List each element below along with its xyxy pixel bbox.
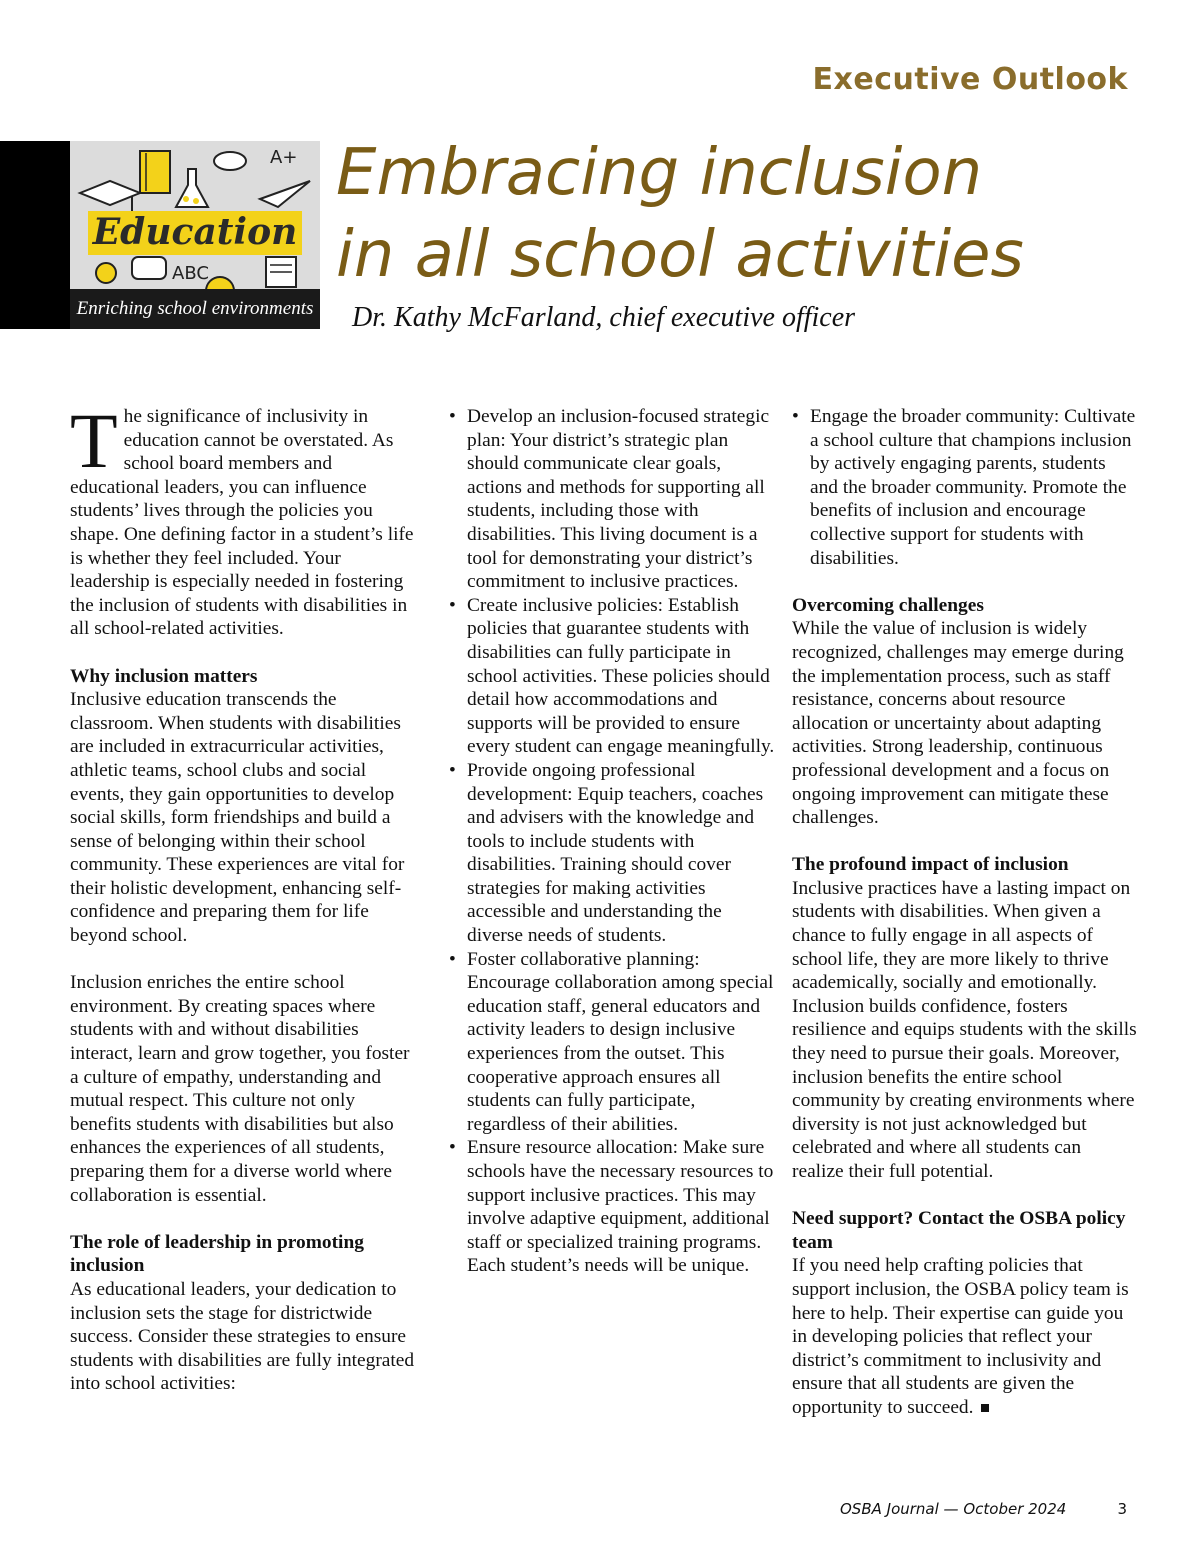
strategy-list <box>431 405 776 1278</box>
footer-journal: OSBA Journal — October 2024 <box>840 1500 1067 1518</box>
decorative-bar <box>0 141 70 329</box>
list-item: • Engage the broader community: Cultivate a school culture that champions inclusion by actively engaging parents, students and the broader community. Promote the benefits of inclusion and encourage collective support for students with disabilities. <box>774 405 1137 570</box>
banner-word: Education <box>92 211 298 253</box>
section-label: Executive Outlook <box>812 62 1128 97</box>
intro-paragraph <box>70 397 415 641</box>
list-item: • Develop an inclusion-focused strategic plan: Your district’s strategic plan should communicate clear goals, actions and methods for supporting all students, including those with disabilities. This living document is a tool for demonstrating your district’s commitment to inclusive practices. <box>431 405 776 594</box>
list-item: • Ensure resource allocation: Make sure schools have the necessary resources to support inclusive practices. This may involve adaptive equipment, additional staff or specialized training programs. Each student’s needs will be unique. <box>431 1136 776 1278</box>
article-column-3 <box>792 405 1137 1420</box>
paragraph-role: As educational leaders, your dedication to inclusion sets the stage for districtwide success. Consider these strategies to ensure students with disabilities are fully integrated into school activities: <box>70 1278 415 1395</box>
education-banner-image <box>70 141 320 329</box>
list-item: • Provide ongoing professional development: Equip teachers, coaches and advisers with the knowledge and tools to include students with disabilities. Training should cover strategies for making activities accessible and understanding the diverse needs of students. <box>431 759 776 948</box>
heading-why-inclusion: Why inclusion matters <box>70 665 258 687</box>
heading-need-support: Need support? Contact the OSBA policy team <box>792 1208 1126 1253</box>
intro-text: he significance of inclusivity in education cannot be overstated. As school board members and educational leaders, you can influence students’ lives through the policies you shape. One defining factor in a student’s life is whether they feel included. Your leadership is especially needed in fostering the inclusion of students with disabilities in all school-related activities. <box>70 406 414 640</box>
article-column-1 <box>70 397 415 1396</box>
list-item: • Create inclusive policies: Establish policies that guarantee students with disabilities can fully participate in school activities. These policies should detail how accommodations and supports will be provided to ensure every student can engage meaningfully. <box>431 594 776 759</box>
paragraph-support <box>792 1254 1137 1419</box>
heading-overcoming-challenges: Overcoming challenges <box>792 594 984 616</box>
list-item: • Foster collaborative planning: Encourage collaboration among special education staff, general educators and activity leaders to design inclusive experiences from the outset. This cooperative approach ensures all students can fully participate, regardless of their abilities. <box>431 948 776 1137</box>
title-line-2: in all school activities <box>336 218 1024 292</box>
paragraph-why-2: Inclusion enriches the entire school environment. By creating spaces where students with and without disabilities interact, learn and grow together, you foster a culture of empathy, understanding and mutual respect. This culture not only benefits students with disabilities but also enhances the experiences of all students, preparing them for a diverse world where collaboration is essential. <box>70 972 410 1206</box>
paragraph-challenges: While the value of inclusion is widely recognized, challenges may emerge during the implementation process, such as staff resistance, concerns about resource allocation or uncertainty about adapting activities. Strong leadership, continuous professional development and a focus on ongoing improvement can mitigate these challenges. <box>792 618 1124 829</box>
end-of-article-mark <box>981 1404 989 1412</box>
heading-role-of-leadership: The role of leadership in promoting inclusion <box>70 1231 364 1277</box>
support-text: If you need help crafting policies that support inclusion, the OSBA policy team is here to help. Their expertise can guide you in developing policies that reflect your district’s commitment to inclusivity and ensure that all students are given the opportunity to succeed. <box>792 1255 1129 1418</box>
title-line-1: Embracing inclusion <box>336 136 983 210</box>
drop-cap: T <box>70 397 118 484</box>
heading-profound-impact: The profound impact of inclusion <box>792 854 1069 876</box>
banner-caption: Enriching school environments <box>70 289 320 329</box>
svg-text:ABC: ABC <box>172 263 209 284</box>
svg-text:A+: A+ <box>270 147 298 168</box>
page-number: 3 <box>1117 1500 1127 1518</box>
paragraph-why-1: Inclusive education transcends the classroom. When students with disabilities are included in extracurricular activities, athletic teams, school clubs and social events, they gain opportunities to develop social skills, form friendships and build a sense of belonging within their school community. These experiences are vital for their holistic development, enhancing self-confidence and preparing them for life beyond school. <box>70 689 405 947</box>
strategy-list-continued <box>774 405 1137 570</box>
paragraph-impact: Inclusive practices have a lasting impact on students with disabilities. When given a chance to fully engage in all aspects of school life, they are more likely to thrive academically, socially and emotionally. Inclusion builds confidence, fosters resilience and equips students with the skills they need to pursue their goals. Moreover, inclusion benefits the entire school community by creating environments where diversity is not just acknowledged but celebrated and where all students can realize their full potential. <box>792 877 1137 1182</box>
article-column-2 <box>431 405 776 1278</box>
byline: Dr. Kathy McFarland, chief executive officer <box>352 302 856 333</box>
article-title <box>336 132 1024 296</box>
